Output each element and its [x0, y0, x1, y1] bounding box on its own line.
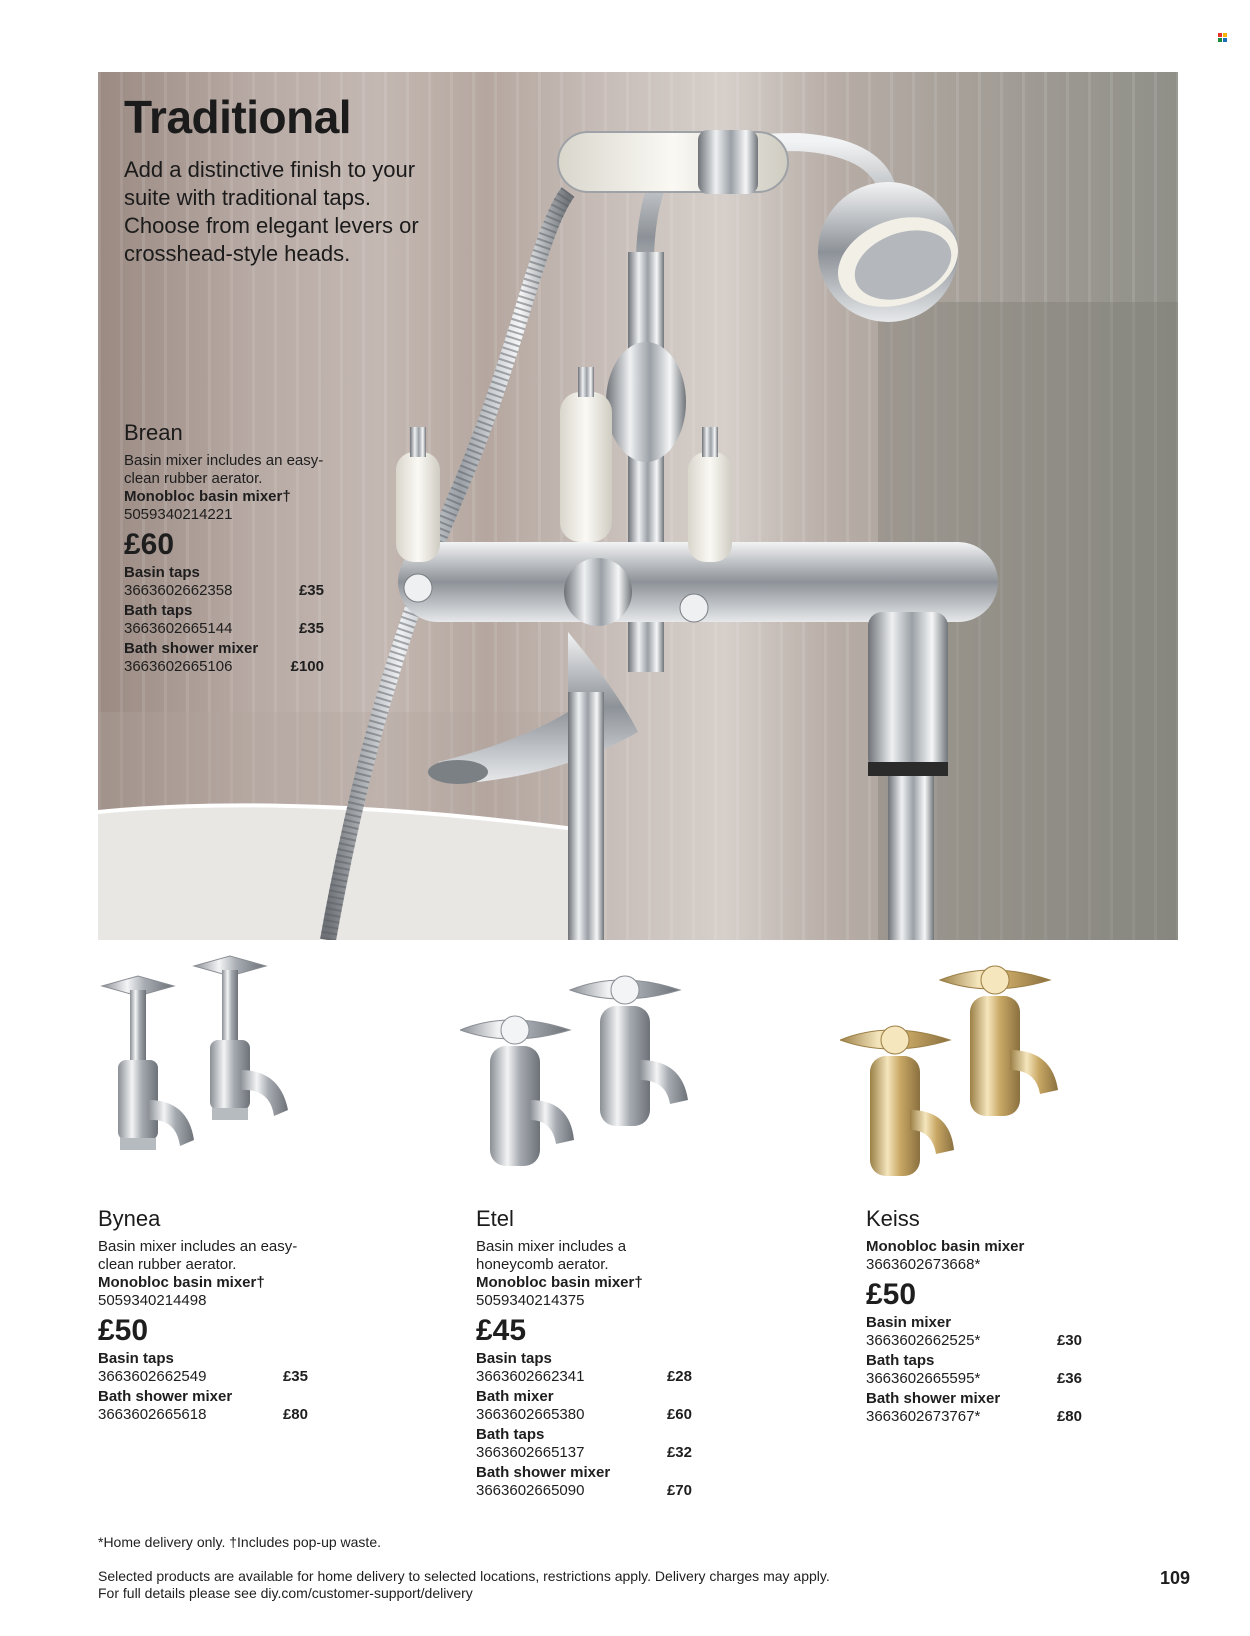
option-code: 3663602665144 — [124, 620, 233, 637]
main-product-code: 5059340214221 — [124, 506, 233, 523]
main-product-price: £50 — [866, 1278, 917, 1311]
product-description: Basin mixer includes an easy-clean rubber aerator. — [98, 1238, 298, 1273]
option-item — [98, 1388, 318, 1424]
option-price: £60 — [666, 1406, 692, 1423]
product-block-bynea — [98, 1206, 318, 1424]
option-code: 3663602665106 — [124, 658, 233, 675]
option-label: Basin taps — [476, 1350, 552, 1367]
hero-banner — [98, 72, 1178, 940]
page-title: Traditional — [124, 91, 352, 143]
main-product-price: £50 — [98, 1314, 149, 1347]
product-name: Etel — [476, 1206, 514, 1231]
main-product-label: Monobloc basin mixer† — [476, 1274, 643, 1291]
main-product-code: 3663602673668* — [866, 1256, 981, 1273]
option-price: £28 — [666, 1368, 692, 1385]
option-label: Bath shower mixer — [124, 640, 259, 657]
option-price: £80 — [1056, 1408, 1082, 1425]
option-code: 3663602662549 — [98, 1368, 207, 1385]
option-code: 3663602665595* — [866, 1370, 981, 1387]
option-item — [124, 564, 324, 600]
footnote: *Home delivery only. †Includes pop-up waste. — [98, 1534, 382, 1550]
option-item — [866, 1390, 1086, 1426]
main-product-code: 5059340214375 — [476, 1292, 585, 1309]
delivery-link[interactable]: For full details please see diy.com/customer-support/delivery — [98, 1585, 473, 1601]
option-price: £30 — [1056, 1332, 1082, 1349]
option-label: Basin taps — [98, 1350, 174, 1367]
option-item — [98, 1350, 318, 1386]
main-product-price: £45 — [476, 1314, 527, 1347]
product-description: Basin mixer includes an easy-clean rubber aerator. — [124, 452, 324, 487]
main-product-price: £60 — [124, 528, 175, 561]
option-item — [866, 1314, 1086, 1350]
main-product-label: Monobloc basin mixer† — [98, 1274, 265, 1291]
option-price: £35 — [298, 620, 324, 637]
option-price: £80 — [282, 1406, 308, 1423]
product-block-brean — [124, 420, 324, 676]
legal-line: Selected products are available for home delivery to selected locations, restrictions apply. Delivery charges may apply. — [98, 1568, 830, 1584]
option-item — [476, 1388, 696, 1424]
product-description: Basin mixer includes a honeycomb aerator. — [476, 1238, 627, 1273]
option-label: Bath mixer — [476, 1388, 554, 1405]
option-price: £35 — [298, 582, 324, 599]
option-label: Basin mixer — [866, 1314, 952, 1331]
product-name: Keiss — [866, 1206, 920, 1231]
page-number: 109 — [1160, 1568, 1191, 1588]
option-label: Bath taps — [476, 1426, 545, 1443]
option-label: Basin taps — [124, 564, 200, 581]
keiss-basin-taps-image — [840, 950, 1090, 1190]
option-label: Bath shower mixer — [98, 1388, 233, 1405]
option-code: 3663602662525* — [866, 1332, 981, 1349]
option-price: £35 — [282, 1368, 308, 1385]
option-code: 3663602665618 — [98, 1406, 207, 1423]
option-item — [866, 1352, 1086, 1388]
option-code: 3663602662341 — [476, 1368, 585, 1385]
option-item — [124, 602, 324, 638]
option-label: Bath shower mixer — [866, 1390, 1001, 1407]
product-name: Brean — [124, 420, 183, 445]
product-name: Bynea — [98, 1206, 161, 1231]
option-price: £70 — [666, 1482, 692, 1499]
option-item — [476, 1426, 696, 1462]
bynea-basin-taps-image — [98, 950, 308, 1190]
option-code: 3663602665090 — [476, 1482, 585, 1499]
option-price: £100 — [290, 658, 324, 675]
product-block-etel — [476, 1206, 696, 1500]
main-product-label: Monobloc basin mixer — [866, 1238, 1025, 1255]
option-code: 3663602665380 — [476, 1406, 585, 1423]
option-item — [476, 1350, 696, 1386]
product-block-keiss — [866, 1206, 1086, 1426]
hero-intro-text: Add a distinctive finish to your suite with traditional taps. Choose from elegant levers or crosshead-style heads. — [124, 157, 419, 266]
option-item — [476, 1464, 696, 1500]
option-label: Bath shower mixer — [476, 1464, 611, 1481]
option-label: Bath taps — [866, 1352, 935, 1369]
etel-basin-taps-image — [460, 950, 710, 1190]
option-code: 3663602673767* — [866, 1408, 981, 1425]
legal-notice — [98, 1568, 830, 1602]
option-code: 3663602665137 — [476, 1444, 585, 1461]
corner-logo-dots-icon — [1218, 33, 1228, 43]
option-price: £36 — [1056, 1370, 1082, 1387]
option-code: 3663602662358 — [124, 582, 233, 599]
main-product-code: 5059340214498 — [98, 1292, 207, 1309]
option-price: £32 — [666, 1444, 692, 1461]
option-item — [124, 640, 324, 676]
main-product-label: Monobloc basin mixer† — [124, 488, 291, 505]
option-label: Bath taps — [124, 602, 193, 619]
